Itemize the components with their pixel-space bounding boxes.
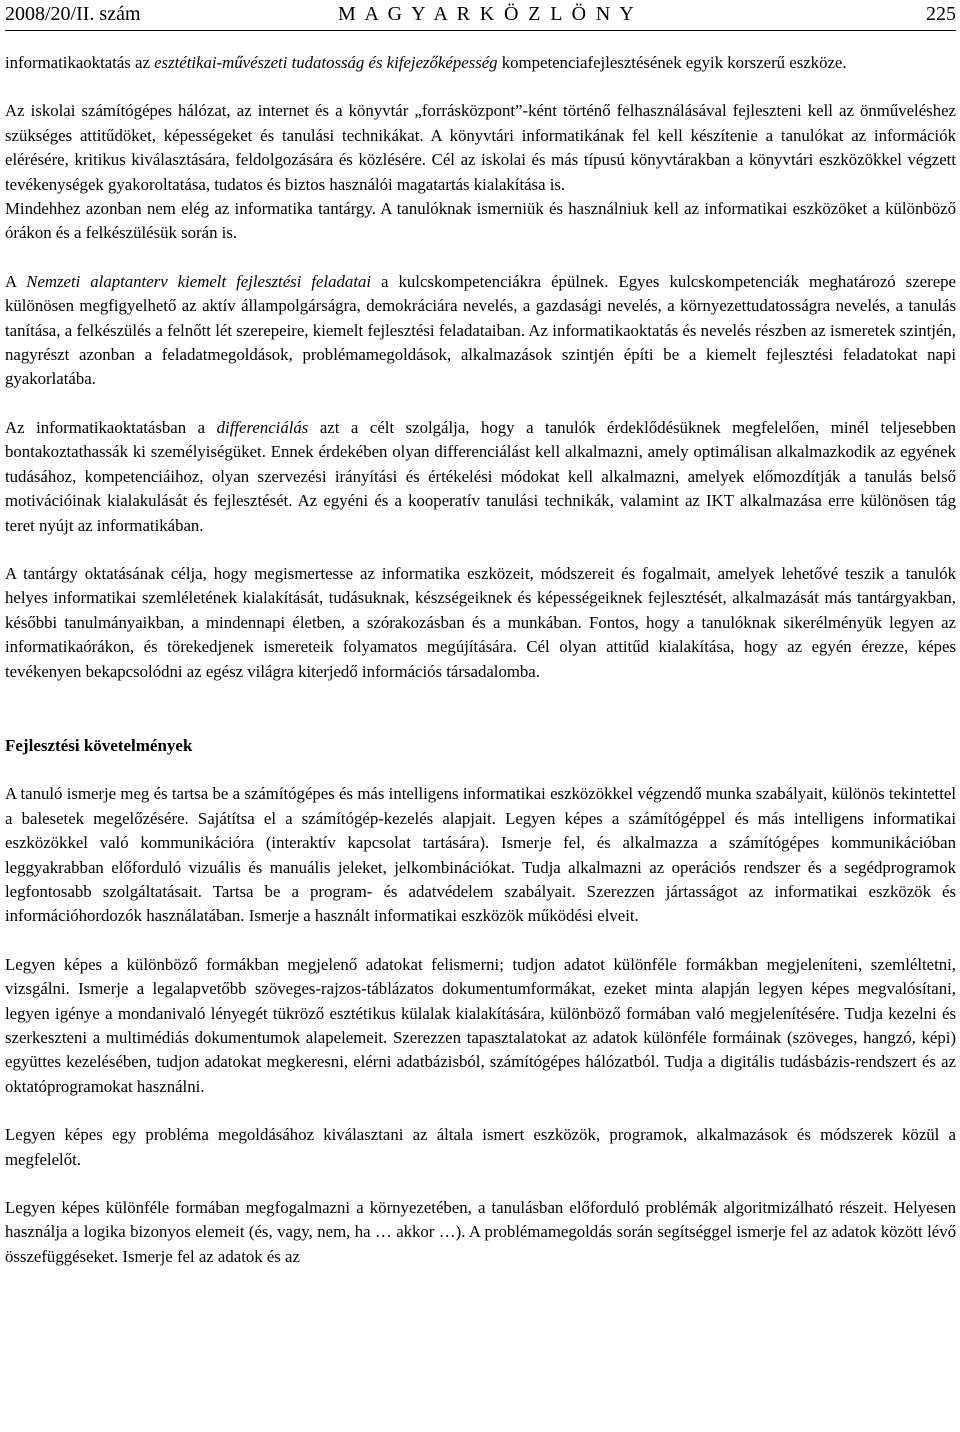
document-page — [5, 0, 956, 1269]
paragraph-8: Legyen képes a különböző formákban megjelenő adatokat felismerni; tudjon adatot különféle formákban megjeleníteni, szemléltetni, vizsgálni. Ismerje a legalapvetőbb szöveges-rajzos-táblázatos dokumentumformákat, ezeket minta alapján legyen képes megvalósítani, legyen igénye a mondanivaló lényegét tükröző esztétikus külalak kialakítására, különböző formában való megjelenítésére. Tudja kezelni és szerkeszteni a multimédiás dokumentumok alapelemeit. Szerezzen tapasztalatokat az adatok különféle formáinak (szöveges, hangzó, képi) együttes kezelésében, tudjon adatokat megkeresni, elérni adatbázisból, számítógépes hálózatból. Tudja a digitális tudásbázis-rendszert és az oktatóprogramokat használni. — [5, 954, 956, 1096]
paragraph-9: Legyen képes egy probléma megoldásához kiválasztani az általa ismert eszközök, programok, alkalmazások és módszerek közül a megfelelőt. — [5, 1125, 956, 1169]
paragraph-1: informatikaoktatás az esztétikai-művészeti tudatosság és kifejezőképesség kompetenciafejlesztésének egyik korszerű eszköze. — [5, 53, 847, 72]
paragraph-6: A tantárgy oktatásának célja, hogy megismertesse az informatika eszközeit, módszereit és fogalmait, amelyek lehetővé teszik a tanulók helyes informatikai szemléletének kialakítását, tudásuknak, készségeiknek és képességeiknek fejlesztését, alkalmazását más tantárgyakban, későbbi tanulmányaikban, a mindennapi életben, a szórakozásban és a munkában. Fontos, hogy a tanulóknak sikerélményük legyen az informatikaórákon, és törekedjenek ismereteik folyamatos megújítására. Cél olyan attitűd kialakítása, hogy az egyén érezze, képes tevékenyen bekapcsolódni az egész világra kiterjedő információs társadalomba. — [5, 563, 956, 681]
paragraph-7: A tanuló ismerje meg és tartsa be a számítógépes és más intelligens informatikai eszközökkel végzendő munka szabályait, különös tekintettel a balesetek megelőzésére. Sajátítsa el a számítógép-kezelés alapjait. Legyen képes a számítógéppel és más intelligens informatikai eszközökkel való kommunikációra (interaktív kapcsolat tartására). Ismerje fel, és alkalmazza a számítógépes kommunikációban leggyakrabban előforduló vizuális és manuális jeleket, jelkombinációkat. Tudja alkalmazni az operációs rendszer és a segédprogramok legfontosabb szolgáltatásait. Tartsa be a program- és adatvédelem szabályait. Szerezzen jártasságot az informatikai eszközök és információhordozók használatában. Ismerje a használt informatikai eszközök működési elveit. — [5, 784, 956, 926]
paragraph-2: Az iskolai számítógépes hálózat, az internet és a könyvtár „forrásközpont”-ként történő felhasználásával fejleszteni kell az önműveléshez szükséges attitűdöket, képességeket és tanulási technikákat. A könyvtári informatikának fel kell készítenie a tanulókat az információk elérésére, kritikus kiválasztására, feldolgozására és közlésére. Cél az iskolai és más típusú könyvtárakban a könyvtári eszközökkel végzett tevékenységek gyakoroltatása, tudatos és biztos használói magatartás kialakítása is. — [5, 101, 956, 194]
page-header — [5, 0, 956, 31]
issue-number: 2008/20/II. szám — [5, 3, 141, 25]
paragraph-4: A Nemzeti alaptanterv kiemelt fejlesztési feladatai a kulcskompetenciákra épülnek. Egyes kulcskompetenciák meghatározó szerepe különösen megfigyelhető az aktív állampolgárságra, demokráciára nevelés, a gazdasági nevelés, a környezettudatosságra nevelés, a tanulás tanítása, a felkészülés a felnőtt lét szerepeire, kiemelt fejlesztési feladataiban. Az informatikaoktatás és nevelés részben az ismeretek szintjén, nagyrészt azonban a feladatmegoldások, problémamegoldások, alkalmazások szintjén építi be a kiemelt fejlesztési feladatokat napi gyakorlatába. — [5, 271, 956, 389]
page-number: 225 — [926, 3, 956, 25]
section-heading: Fejlesztési követelmények — [5, 735, 193, 755]
paragraph-10: Legyen képes különféle formában megfogalmazni a környezetében, a tanulásban előforduló problémák algoritmizálható részeit. Helyesen használja a logika bizonyos elemeit (és, vagy, nem, ha … akkor …). A problémamegoldás során segítséggel ismerje fel az adatok között lévő összefüggéseket. Ismerje fel az adatok és az — [5, 1198, 956, 1266]
paragraph-5: Az informatikaoktatásban a differenciálás azt a célt szolgálja, hogy a tanulók érdeklődésüknek megfelelően, minél teljesebben bontakoztathassák ki személyiségüket. Ennek érdekében olyan differenciálást kell alkalmazni, amely optimálisan alkalmazkodik az egyének tudásához, kompetenciáihoz, olyan szervezési irányítási és értékelési módokat kell alkalmazni, amelyek előmozdítják a tanulás belső motivációinak kialakulását és fejlesztését. Az egyéni és a kooperatív tanulási technikák, valamint az IKT alkalmazása erre különösen tág teret nyújt az informatikában. — [5, 417, 956, 535]
paragraph-3: Mindehhez azonban nem elég az informatika tantárgy. A tanulóknak ismerniük és használniuk kell az informatikai eszközöket a különböző órákon és a felkészülésük során is. — [5, 199, 956, 243]
journal-title: M A G Y A R K Ö Z L Ö N Y — [338, 3, 637, 25]
